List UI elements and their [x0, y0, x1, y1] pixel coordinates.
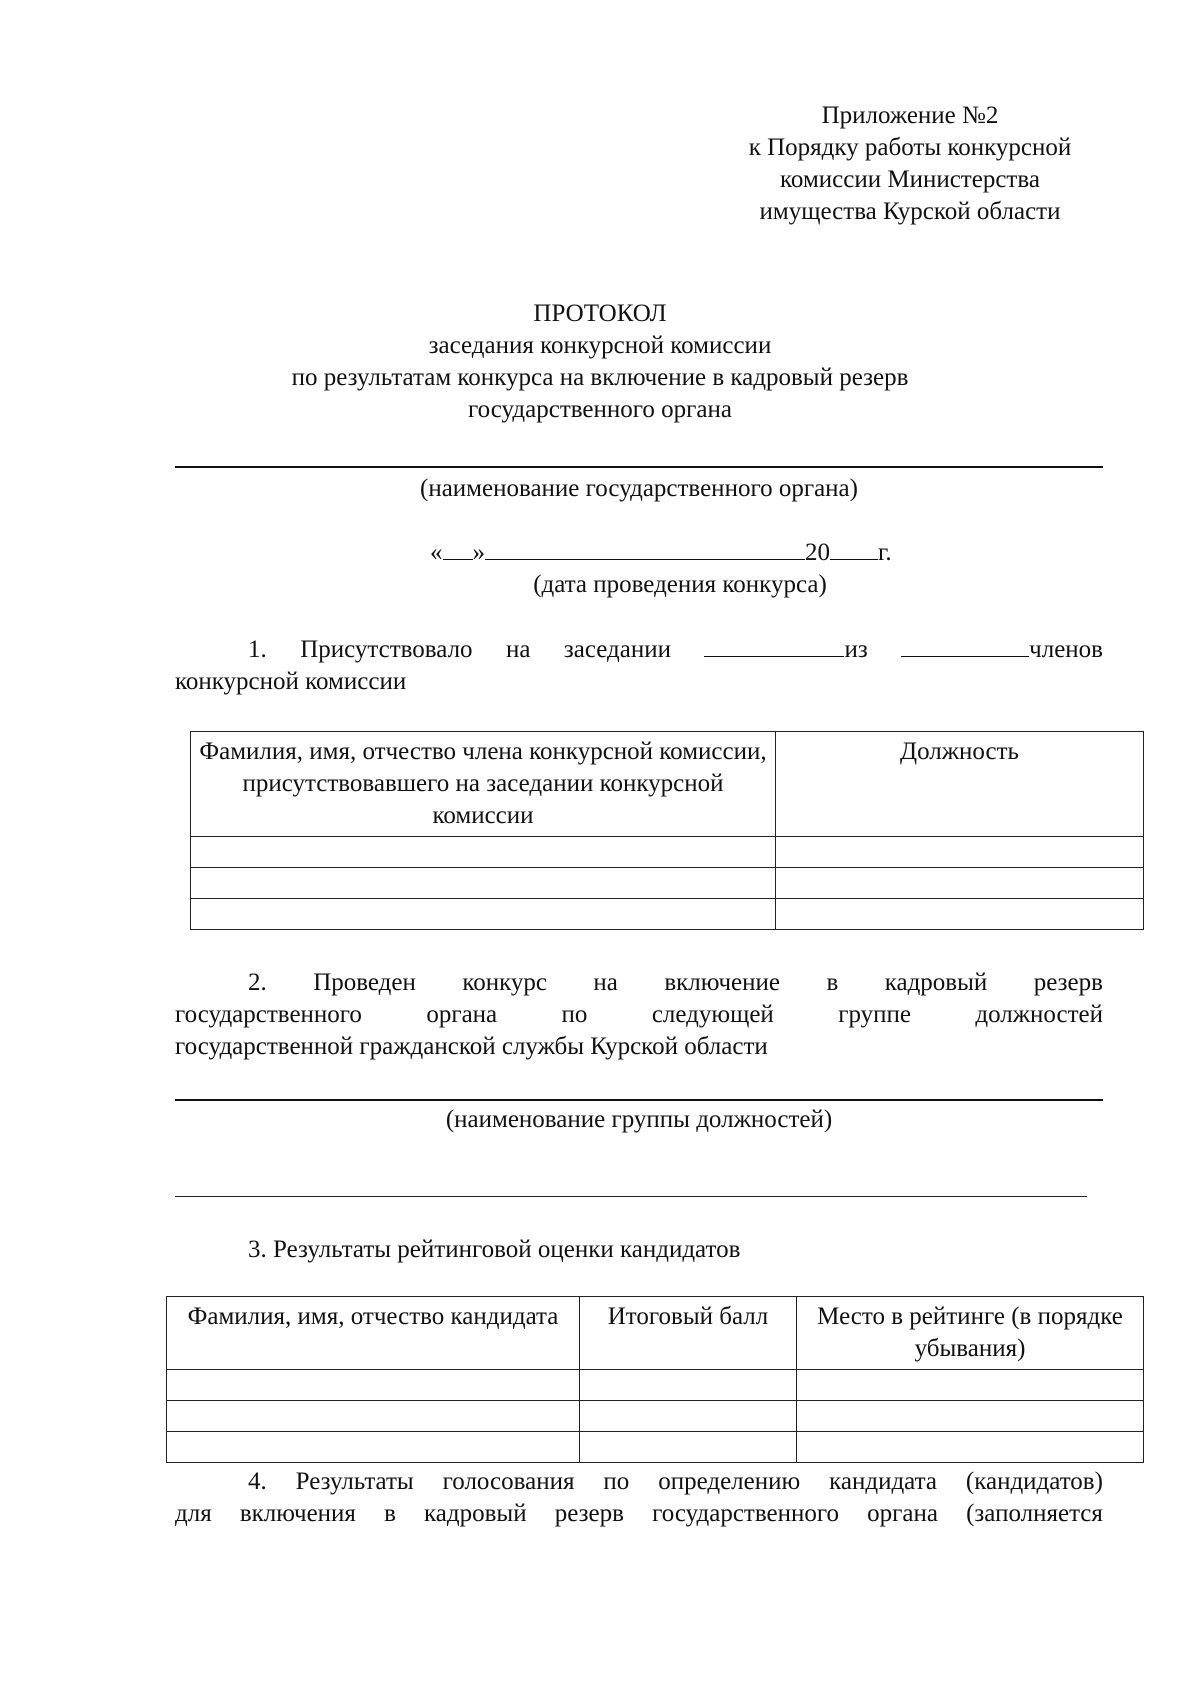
table-cell[interactable]	[191, 899, 776, 930]
section-2-word: государственного	[175, 1001, 362, 1028]
table-row	[167, 1432, 1144, 1463]
section-2-word: должностей	[975, 1001, 1103, 1028]
table-cell[interactable]	[580, 1401, 797, 1432]
month-blank	[485, 537, 805, 560]
table-cell[interactable]	[580, 1432, 797, 1463]
section-4-word: кадровый	[424, 1500, 527, 1527]
appendix-line: комиссии Министерства	[780, 166, 1040, 193]
table-cell[interactable]	[167, 1401, 580, 1432]
section-4-word: по	[603, 1468, 630, 1495]
title-line: заседания конкурсной комиссии	[428, 332, 772, 359]
table-cell[interactable]	[167, 1432, 580, 1463]
total-count-blank	[901, 634, 1029, 657]
section-1-word: заседании	[563, 636, 671, 663]
table-row	[167, 1370, 1144, 1401]
section-1-word: членов	[1029, 636, 1103, 663]
table-cell[interactable]	[580, 1370, 797, 1401]
date-close-quote: »	[472, 539, 485, 566]
section-4-number: 4.	[248, 1468, 267, 1495]
section-4-word: включения	[239, 1500, 356, 1527]
section-3-title: 3. Результаты рейтинговой оценки кандидатов	[248, 1236, 741, 1263]
section-2-word: Проведен	[313, 969, 416, 996]
title-line: по результатам конкурса на включение в кадровый резерв	[291, 364, 909, 391]
section-4-word: определению	[658, 1468, 801, 1495]
section-4-word: резерв	[554, 1500, 624, 1527]
section-2-word: кадровый	[884, 969, 988, 996]
org-name-caption: (наименование государственного органа)	[420, 475, 858, 502]
appendix-line: имущества Курской области	[759, 198, 1061, 225]
attendee-name-header: Фамилия, имя, отчество члена конкурсной комиссии, присутствовавшего на заседании конкурсной комиссии	[191, 732, 776, 837]
org-name-line	[175, 466, 1103, 468]
section-4-word: органа	[867, 1500, 938, 1527]
section-4-word: в	[384, 1500, 396, 1527]
appendix-line: к Порядку работы конкурсной	[748, 134, 1072, 161]
table-cell[interactable]	[191, 837, 776, 868]
candidate-name-header: Фамилия, имя, отчество кандидата	[167, 1297, 580, 1370]
rating-table	[166, 1296, 1144, 1463]
section-2-word: конкурс	[462, 969, 547, 996]
position-group-caption: (наименование группы должностей)	[445, 1106, 833, 1133]
section-2	[175, 967, 1103, 1063]
section-1-number: 1.	[248, 636, 267, 663]
year-prefix: 20	[805, 539, 830, 566]
appendix-line: Приложение №2	[821, 102, 999, 129]
section-2-word: группе	[838, 1001, 911, 1028]
position-group-line	[175, 1099, 1103, 1101]
table-cell[interactable]	[776, 837, 1144, 868]
table-cell[interactable]	[797, 1401, 1144, 1432]
total-score-header: Итоговый балл	[580, 1297, 797, 1370]
title-line: государственного органа	[467, 396, 732, 423]
appendix-header	[690, 100, 1130, 228]
section-1-word: на	[505, 636, 531, 663]
day-blank	[443, 537, 473, 560]
year-blank	[830, 537, 878, 560]
table-row	[191, 899, 1144, 930]
table-row	[191, 868, 1144, 899]
table-cell[interactable]	[776, 868, 1144, 899]
section-4-word: для	[175, 1500, 212, 1527]
section-4-word: голосования	[442, 1468, 575, 1495]
section-2-word: органа	[426, 1001, 498, 1028]
section-4-word: (кандидатов)	[965, 1468, 1103, 1495]
document-title	[170, 298, 1030, 426]
section-2-word: на	[593, 969, 618, 996]
section-4-word: (заполняется	[966, 1500, 1103, 1527]
year-suffix: г.	[878, 539, 892, 566]
section-2-word: в	[826, 969, 839, 996]
section-2-number: 2.	[248, 969, 267, 996]
title-heading: ПРОТОКОЛ	[533, 300, 667, 327]
table-cell[interactable]	[776, 899, 1144, 930]
section-4-word: Результаты	[295, 1468, 414, 1495]
section-2-word: включение	[664, 969, 781, 996]
date-open-quote: «	[430, 539, 443, 566]
section-2-word: по	[561, 1001, 588, 1028]
section-4	[175, 1466, 1103, 1530]
table-cell[interactable]	[167, 1370, 580, 1401]
section-1-word: Присутствовало	[300, 636, 473, 663]
table-cell[interactable]	[797, 1370, 1144, 1401]
table-cell[interactable]	[191, 868, 776, 899]
section-1	[175, 634, 1103, 698]
attendees-table	[190, 731, 1144, 930]
section-2-line3: государственной гражданской службы Курской области	[175, 1033, 768, 1060]
section-4-word: кандидата	[829, 1468, 937, 1495]
table-row	[191, 837, 1144, 868]
table-row	[167, 1401, 1144, 1432]
section-1-line2: конкурсной комиссии	[175, 668, 407, 695]
present-count-blank	[704, 634, 844, 657]
section-1-word: из	[844, 636, 868, 663]
date-line	[430, 537, 892, 569]
section-2-word: резерв	[1033, 969, 1103, 996]
section-4-word: государственного	[652, 1500, 839, 1527]
table-cell[interactable]	[797, 1432, 1144, 1463]
extra-blank-line	[175, 1196, 1087, 1197]
attendee-position-header: Должность	[776, 732, 1144, 837]
section-2-word: следующей	[651, 1001, 774, 1028]
rating-place-header: Место в рейтинге (в порядке убывания)	[797, 1297, 1144, 1370]
date-caption: (дата проведения конкурса)	[533, 571, 827, 598]
